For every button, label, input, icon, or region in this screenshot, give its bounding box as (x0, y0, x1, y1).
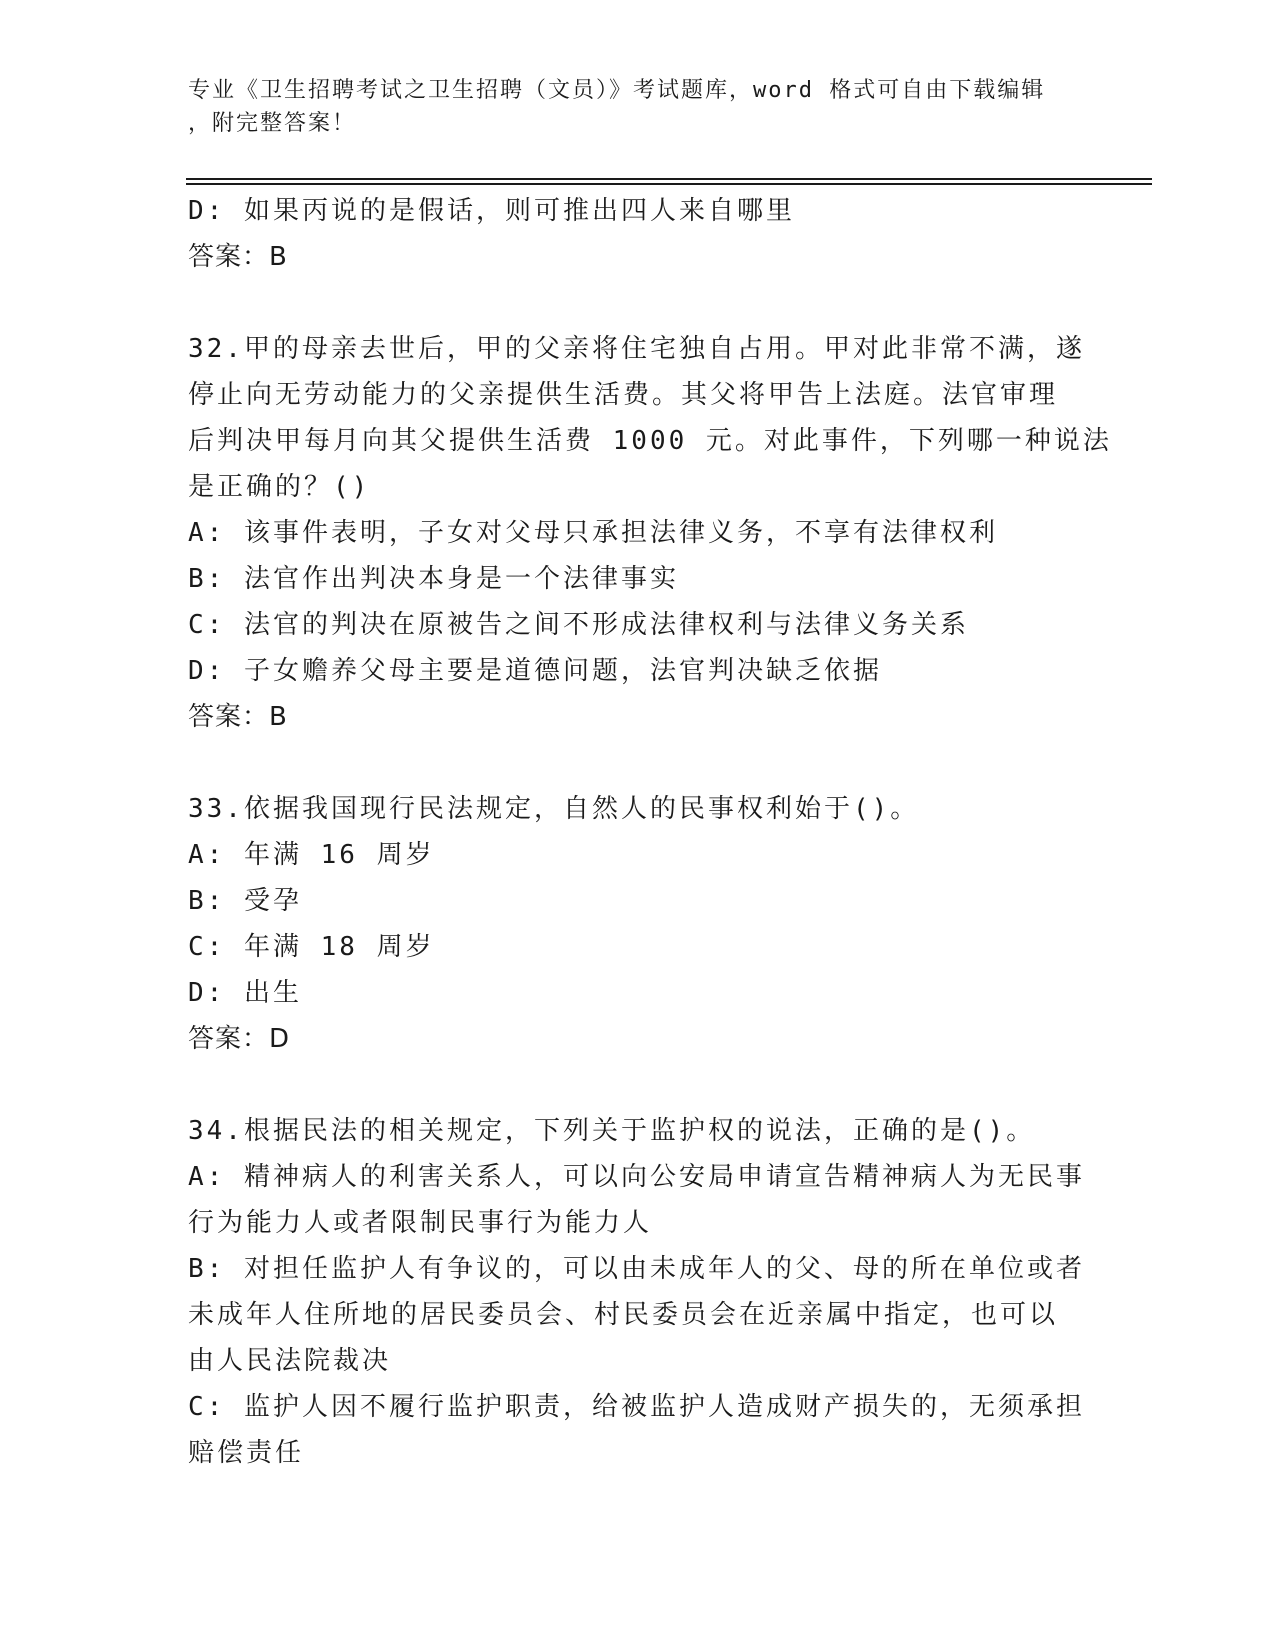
question-33 (188, 786, 1088, 1062)
option-c: C: 监护人因不履行监护职责，给被监护人造成财产损失的，无须承担 (188, 1392, 1085, 1422)
option-a: A: 精神病人的利害关系人，可以向公安局申请宣告精神病人为无民事 (188, 1162, 1085, 1192)
option-c: C: 年满 18 周岁 (188, 932, 435, 962)
header-line-1: 专业《卫生招聘考试之卫生招聘（文员）》考试题库，word 格式可自由下载编辑 (188, 78, 1046, 103)
option-b-continued: 由人民法院裁决 (188, 1346, 392, 1376)
question-stem-line: 33.依据我国现行民法规定，自然人的民事权利始于()。 (188, 794, 920, 824)
question-stem-line: 后判决甲每月向其父提供生活费 1000 元。对此事件，下列哪一种说法 (188, 426, 1112, 456)
previous-question-tail (188, 188, 1088, 280)
option-b: B: 受孕 (188, 886, 302, 916)
header-line-2: ，附完整答案！ (188, 111, 357, 136)
question-32 (188, 326, 1112, 740)
question-stem-line: 是正确的？() (188, 472, 371, 502)
answer: 答案：D (188, 1024, 291, 1054)
option-c-continued: 赔偿责任 (188, 1438, 305, 1468)
option-b: B: 对担任监护人有争议的，可以由未成年人的父、母的所在单位或者 (188, 1254, 1085, 1284)
question-stem-line: 32.甲的母亲去世后，甲的父亲将住宅独自占用。甲对此非常不满，遂 (188, 334, 1085, 364)
option-b: B: 法官作出判决本身是一个法律事实 (188, 564, 679, 594)
option-b-continued: 未成年人住所地的居民委员会、村民委员会在近亲属中指定，也可以 (188, 1300, 1059, 1330)
option-a: A: 该事件表明，子女对父母只承担法律义务，不享有法律权利 (188, 518, 998, 548)
question-34 (188, 1108, 1088, 1476)
question-stem-line: 34.根据民法的相关规定，下列关于监护权的说法，正确的是()。 (188, 1116, 1036, 1146)
document-header (188, 74, 1088, 140)
option-d: D: 出生 (188, 978, 302, 1008)
answer: 答案：B (188, 242, 288, 272)
option-a: A: 年满 16 周岁 (188, 840, 435, 870)
exam-content (188, 188, 1112, 1476)
option-d: D: 子女赡养父母主要是道德问题，法官判决缺乏依据 (188, 656, 882, 686)
option-c: C: 法官的判决在原被告之间不形成法律权利与法律义务关系 (188, 610, 969, 640)
header-rule-bottom (186, 183, 1152, 185)
question-stem-line: 停止向无劳动能力的父亲提供生活费。其父将甲告上法庭。法官审理 (188, 380, 1059, 410)
option-a-continued: 行为能力人或者限制民事行为能力人 (188, 1208, 653, 1238)
header-rule-top (186, 178, 1152, 180)
option-d: D: 如果丙说的是假话，则可推出四人来自哪里 (188, 196, 795, 226)
answer: 答案：B (188, 702, 288, 732)
